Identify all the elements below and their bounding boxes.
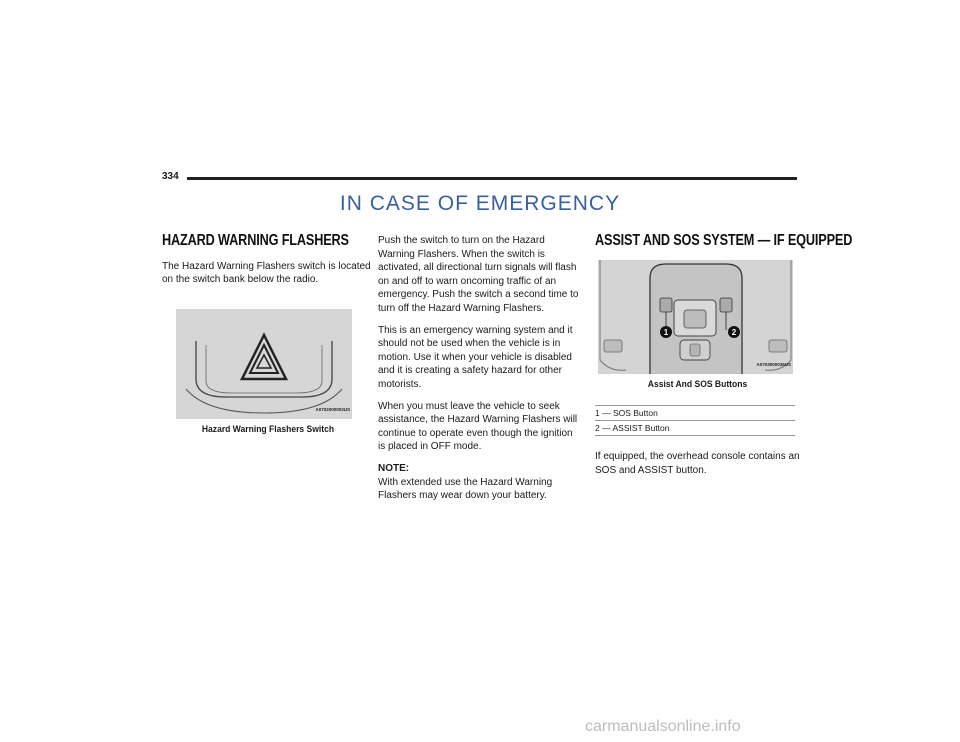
assist-body-text: If equipped, the overhead console contains an SOS and ASSIST button. <box>595 451 800 476</box>
legend-item-sos: 1 — SOS Button <box>595 405 795 420</box>
callout-2-label: 2 <box>731 327 737 337</box>
assist-sos-figure <box>598 260 793 374</box>
hazard-warning-paragraph: This is an emergency warning system and it should not be used when the vehicle is in motion. Use it when your vehicle is disabled and it is creating a safety hazard for other motorists. <box>378 324 573 390</box>
assist-figure-caption: Assist And SOS Buttons <box>647 378 748 390</box>
note-label: NOTE: <box>378 462 410 474</box>
legend-item-assist: 2 — ASSIST Button <box>595 420 795 436</box>
column-assist-sos <box>595 232 853 485</box>
column-hazard <box>162 234 374 436</box>
callout-legend <box>595 405 795 436</box>
column-hazard-operation <box>378 234 580 511</box>
hazard-figure-code: A0702000003US <box>315 407 350 413</box>
assist-figure-code: A0703000036US <box>756 362 791 367</box>
hazard-operation-paragraph: Push the switch to turn on the Hazard Warning Flashers. When the switch is activated, all directional turn signals will flash on and off to warn oncoming traffic of an emergency. Push the switch a second time to turn off the Hazard Warning Flashers. <box>378 235 579 314</box>
hazard-ignition-paragraph: When you must leave the vehicle to seek assistance, the Hazard Warning Flashers will continue to operate even though the ignition is placed in OFF mode. <box>378 400 578 453</box>
hazard-intro: The Hazard Warning Flashers switch is located on the switch bank below the radio. <box>162 260 371 286</box>
callout-1-label: 1 <box>663 327 669 337</box>
hazard-switch-figure <box>176 309 352 419</box>
overhead-console-illustration <box>598 260 793 374</box>
assist-heading: ASSIST AND SOS SYSTEM — IF EQUIPPED <box>595 232 853 249</box>
header-rule <box>187 177 797 180</box>
hazard-figure-caption: Hazard Warning Flashers Switch <box>201 423 335 435</box>
page-number: 334 <box>162 171 179 182</box>
hazard-heading: HAZARD WARNING FLASHERS <box>162 232 349 249</box>
section-title: IN CASE OF EMERGENCY <box>339 192 621 215</box>
site-watermark: carmanualsonline.info <box>585 718 741 735</box>
note-text: With extended use the Hazard Warning Flashers may wear down your battery. <box>378 476 553 502</box>
